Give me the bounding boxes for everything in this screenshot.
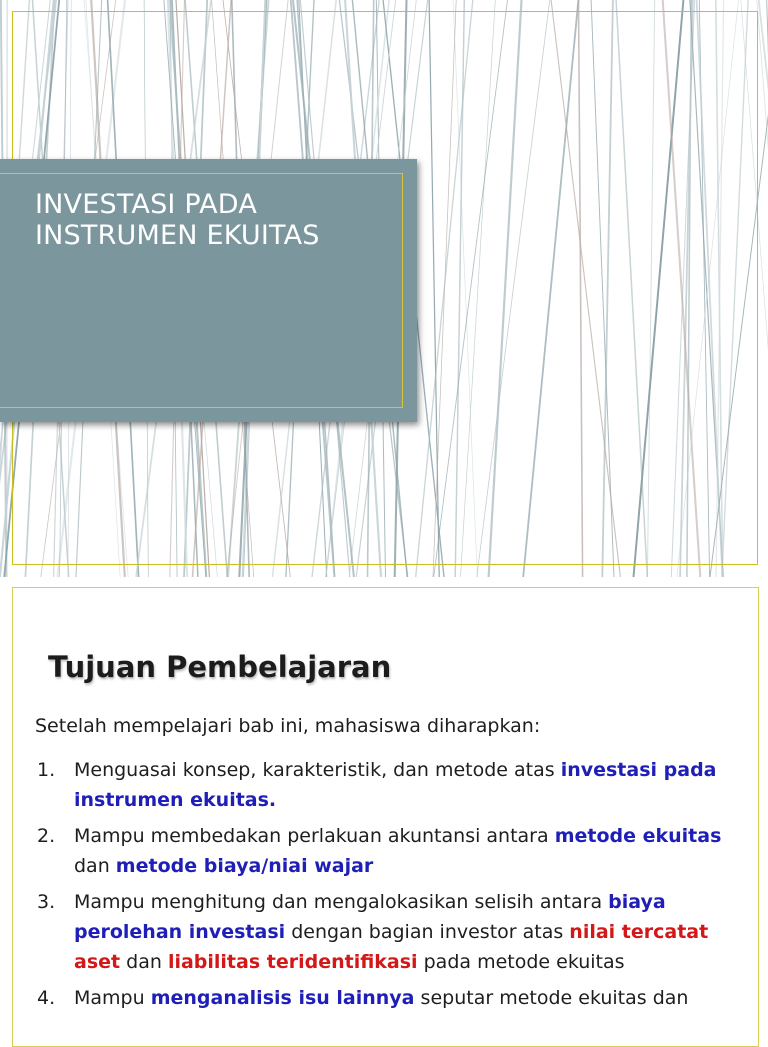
slide-heading: Tujuan Pembelajaran	[48, 650, 392, 684]
objective-keyword: menganalisis isu lainnya	[150, 987, 415, 1009]
objective-text: Mampu	[74, 987, 151, 1009]
objective-keyword: investasi pada instrumen ekuitas.	[74, 759, 717, 811]
objective-item	[35, 821, 735, 881]
objective-keyword: liabilitas teridentifikasi	[167, 951, 418, 973]
slide-title-line-1: INVESTASI PADA	[35, 189, 257, 220]
objective-keyword: nilai tercatat aset	[74, 921, 709, 973]
objective-keyword: metode ekuitas	[554, 825, 722, 847]
objective-text: Mampu menghitung dan mengalokasikan selisih antara	[74, 891, 609, 913]
objective-text: Menguasai konsep, karakteristik, dan metode atas	[74, 759, 561, 781]
objective-keyword: biaya perolehan investasi	[74, 891, 666, 943]
objective-number: 1.	[37, 759, 56, 781]
objective-number: 4.	[37, 987, 56, 1009]
objective-text: dan	[74, 855, 116, 877]
objective-text: seputar metode ekuitas dan	[414, 987, 689, 1009]
objectives-list	[35, 755, 735, 1019]
objective-keyword: metode biaya/niai wajar	[115, 855, 374, 877]
objectives-slide	[12, 587, 759, 1047]
objective-number: 2.	[37, 825, 56, 847]
objective-text: dengan bagian investor atas	[285, 921, 570, 943]
intro-text: Setelah mempelajari bab ini, mahasiswa diharapkan:	[35, 715, 541, 737]
objective-number: 3.	[37, 891, 56, 913]
objective-item	[35, 983, 735, 1013]
objective-text: Mampu membedakan perlakuan akuntansi antara	[74, 825, 555, 847]
objective-text: dan	[120, 951, 168, 973]
slide-title	[35, 189, 395, 251]
slide-title-line-2: INSTRUMEN EKUITAS	[35, 220, 320, 251]
objective-text: pada metode ekuitas	[417, 951, 625, 973]
decorative-line	[757, 0, 768, 577]
objective-item	[35, 755, 735, 815]
title-panel	[0, 159, 417, 422]
objective-item	[35, 887, 735, 977]
